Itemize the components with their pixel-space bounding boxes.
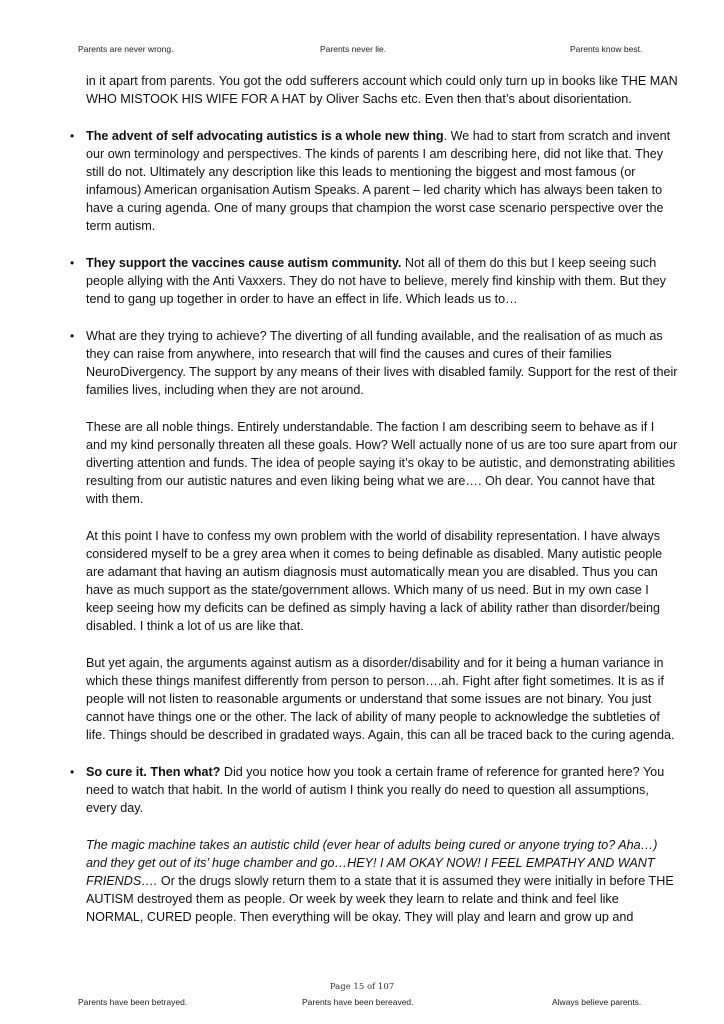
- paragraph-magic-machine: [86, 836, 678, 926]
- bullet-self-advocating: [70, 127, 678, 235]
- aside-text: ever hear of adults being cured or anyone trying to? Aha…): [326, 838, 658, 852]
- header-center: Parents never lie.: [320, 44, 387, 54]
- paragraph-disability: At this point I have to confess my own problem with the world of disability representation. I have always considered myself to be a grey area when it comes to being definable as disabled. Many autistic people are adamant that having an autism diagnosis must automatically mean you are disabled. Thus you can have as much support as the state/government allows. Which many of us need. But in my own case I keep seeing how my deficits can be defined as simply having a lack of ability rather than disorder/being disabled. I think a lot of us are like that.: [86, 529, 663, 633]
- bullet-icon: •: [70, 329, 75, 343]
- bullet-heading: So cure it. Then what?: [86, 765, 221, 779]
- italic-text: and they get out of its’ huge chamber and go…HEY! I AM OKAY NOW! I FEEL EMPATHY AND WANT FRIENDS….: [86, 856, 655, 888]
- bullet-text: . We had to start from scratch and invent our own terminology and perspectives. The kinds of parents I am describing here, did not like that. They still do not. Ultimately any description like this leads to mentioning the biggest and most famous (or infamous) American organisation Autism Speaks. A parent – led charity which has always been taken to have a curing agenda. One of many groups that champion the worst case scenario perspective over the term autism.: [86, 129, 671, 233]
- page-number: Page 15 of 107: [329, 982, 395, 992]
- intro-paragraph: in it apart from parents. You got the odd sufferers account which could only turn up in books like THE MAN WHO MISTOOK HIS WIFE FOR A HAT by Oliver Sachs etc. Even then that’s about disorientation.: [86, 74, 678, 106]
- paragraph-arguments: But yet again, the arguments against autism as a disorder/disability and for it being a human variance in which these things manifest differently from person to person….ah. Fight after fight sometimes. It is as if people will not listen to reasonable arguments or understand that some issues are not binary. You just cannot have things one or the other. The lack of ability of many people to acknowledge the subtleties of life. Things should be described in gradated ways. Again, this can all be traced back to the curing agenda.: [86, 656, 675, 742]
- paragraph-noble-things: These are all noble things. Entirely understandable. The faction I am describing seem to behave as if I and my kind personally threaten all these goals. How? Well actually none of us are too sure apart from our diverting attention and funds. The idea of people saying it’s okay to be autistic, and demonstrating abilities resulting from our autistic natures and even liking being what we are…. Oh dear. You cannot have that with them.: [86, 420, 678, 506]
- italic-text: The magic machine takes an autistic child (: [86, 838, 327, 852]
- bullet-heading: They support the vaccines cause autism community.: [86, 256, 402, 270]
- header-right: Parents know best.: [570, 44, 643, 54]
- bullet-text: What are they trying to achieve? The diverting of all funding available, and the realisation of as much as they can raise from anywhere, into research that will find the causes and cures of their families NeuroDivergency. The support by any means of their lives with disabled family. Support for the rest of their families lives, including when they are not around.: [86, 329, 678, 397]
- footer-left: Parents have been betrayed.: [78, 997, 188, 1007]
- bullet-text: Not all of them do this but I keep seeing such people allying with the Anti Vaxxers. They do not have to believe, merely find kinship with them. But they tend to gang up together in order to have an effect in life. Which leads us to…: [86, 256, 666, 306]
- bullet-icon: •: [70, 256, 75, 270]
- bullet-goals: [70, 327, 678, 399]
- bullet-vaccines: [70, 254, 678, 308]
- bullet-cure-it: [70, 763, 678, 817]
- bullet-icon: •: [70, 765, 75, 779]
- footer-center: Parents have been bereaved.: [302, 997, 414, 1007]
- bullet-icon: •: [70, 129, 75, 143]
- bullet-text: Did you notice how you took a certain frame of reference for granted here? You need to watch that habit. In the world of autism I think you really do need to question all assumptions, every day.: [86, 765, 665, 815]
- header-left: Parents are never wrong.: [78, 44, 174, 54]
- footer-right: Always believe parents.: [552, 997, 642, 1007]
- paragraph-text: Or the drugs slowly return them to a state that it is assumed they were initially in before THE AUTISM destroyed them as people. Or week by week they learn to relate and think and feel like NORMAL, CURED people. Then everything will be okay. They will play and learn and grow up and: [86, 874, 674, 924]
- bullet-heading: The advent of self advocating autistics is a whole new thing: [86, 129, 444, 143]
- document-body: [70, 72, 678, 926]
